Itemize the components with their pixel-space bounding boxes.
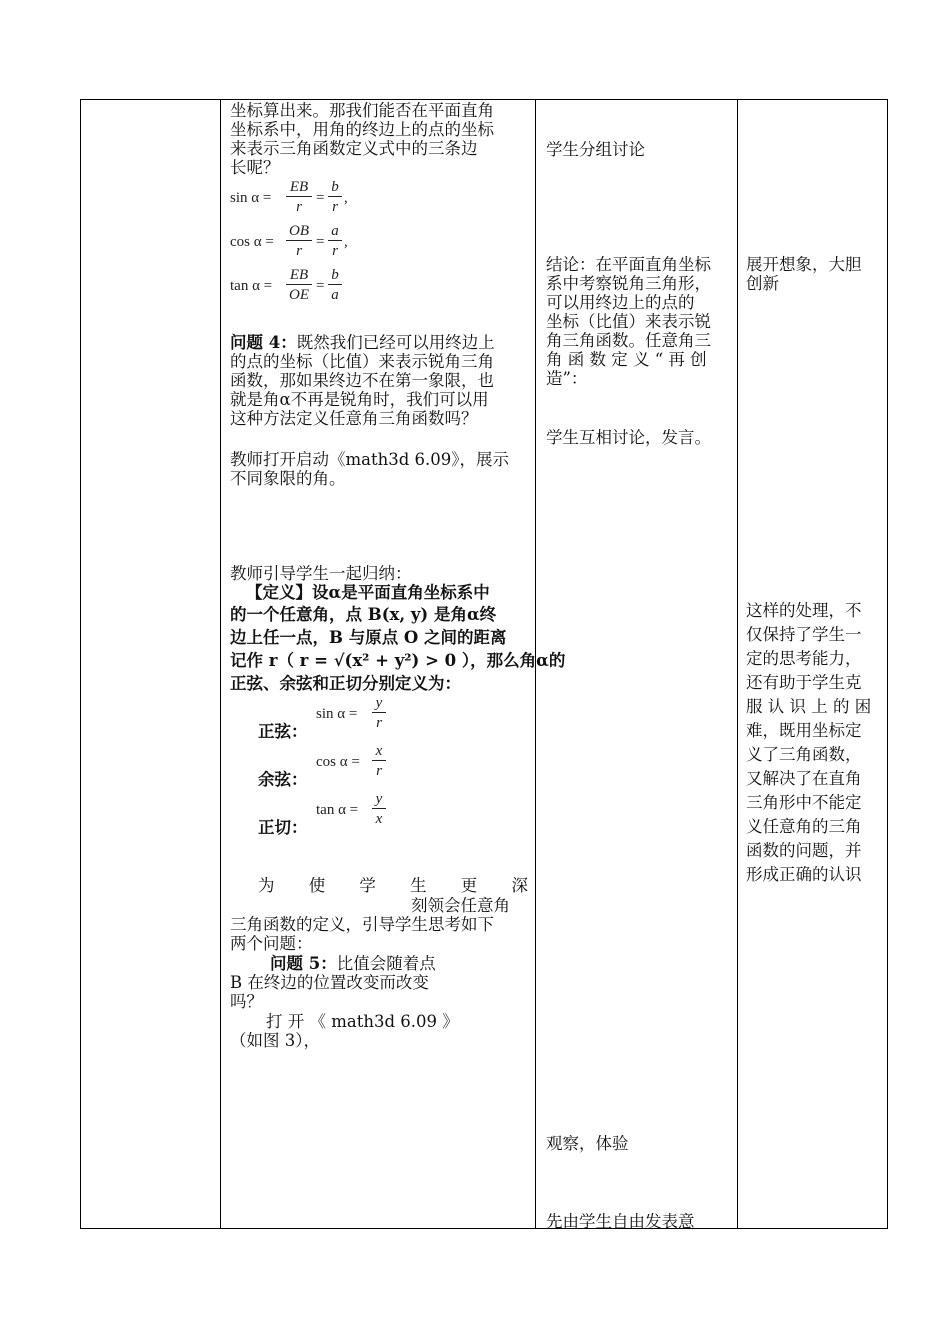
question-5-line: B 在终边的位置改变而改变	[230, 973, 429, 992]
open-software-line: 打 开 《 math3d 6.09 》	[266, 1012, 459, 1031]
frac-numerator: a	[328, 222, 342, 241]
tangent-lhs: tan α =	[316, 802, 359, 818]
frac-numerator: b	[328, 178, 342, 197]
sin-lhs: sin α =	[230, 190, 272, 206]
spread-char: 使	[308, 876, 326, 895]
formula-comma: ,	[344, 190, 348, 206]
frac-numerator: y	[372, 694, 386, 713]
column-divider	[737, 100, 738, 1228]
handling-line: 仅保持了学生一	[746, 625, 862, 644]
conclusion-line: 角三角函数。任意角三	[546, 331, 711, 350]
tan-lhs: tan α =	[230, 278, 273, 294]
tangent-label: 正切：	[258, 818, 308, 837]
deepen-spread-line	[258, 876, 528, 895]
student-observe: 观察，体验	[546, 1134, 629, 1153]
cos-ratio-formula: cos α = $\frac{OB}{r}$ = $\frac{a}{r}$ ,	[230, 223, 348, 259]
question-4-line: 就是角α不再是锐角时，我们可以用	[230, 390, 489, 409]
question-4-label: 问题 4：	[230, 333, 297, 352]
question-5-line: 吗？	[230, 992, 263, 1011]
imagine-line: 创新	[746, 274, 779, 293]
spread-char: 生	[410, 876, 427, 895]
frac-numerator: y	[372, 790, 386, 809]
definition-line: 【定义】设α是平面直角坐标系中	[246, 583, 490, 602]
deepen-line: 刻领会任意角	[411, 896, 510, 915]
handling-line: 还有助于学生克	[746, 673, 862, 692]
frac-numerator: OB	[286, 222, 312, 241]
deepen-line: 三角函数的定义，引导学生思考如下	[230, 915, 494, 934]
question-5-label: 问题 5：	[270, 954, 337, 973]
conclusion-line: 结论：在平面直角坐标	[546, 255, 711, 274]
frac-denominator: r	[332, 199, 338, 215]
handling-line: 函数的问题，并	[746, 841, 862, 860]
definition-line: 正弦、余弦和正切分别定义为：	[230, 674, 461, 693]
student-discuss: 学生分组讨论	[546, 140, 645, 159]
spread-char: 更	[460, 876, 478, 895]
definition-line: 记作 r（ r = √(x² + y²) > 0 ），那么角α的	[230, 651, 566, 670]
teacher-demo-line: 不同象限的角。	[230, 469, 346, 488]
deepen-line: 两个问题：	[230, 934, 313, 953]
handling-line: 又解决了在直角	[746, 769, 862, 788]
question-4-line: 函数，那如果终边不在第一象限，也	[230, 371, 494, 390]
sine-lhs: sin α =	[316, 706, 358, 722]
spread-char: 为	[258, 876, 275, 895]
frac-denominator: OE	[289, 287, 309, 303]
frac-denominator: r	[376, 715, 382, 731]
definition-line: 的一个任意角，点 B(x, y) 是角α终	[230, 605, 497, 624]
question-4-line: 这种方法定义任意角三角函数吗？	[230, 409, 478, 428]
handling-line: 服 认 识 上 的 困	[746, 697, 872, 716]
teacher-demo-line: 教师打开启动《math3d 6.09》，展示	[230, 450, 510, 469]
conclusion-line: 角 函 数 定 义 “ 再 创	[546, 350, 707, 369]
conclusion-line: 造”：	[546, 369, 588, 388]
conclusion-line: 系中考察锐角三角形，	[546, 274, 711, 293]
imagine-line: 展开想象，大胆	[746, 255, 862, 274]
spread-char: 学	[359, 876, 376, 895]
formula-comma: ,	[344, 234, 348, 250]
conclusion-line: 坐标（比值）来表示锐	[546, 312, 711, 331]
question-4-line: 既然我们已经可以用终边上	[296, 333, 495, 352]
tan-ratio-formula: tan α = $\frac{EB}{OE}$ = $\frac{b}{a}$	[230, 266, 370, 312]
cosine-label: 余弦：	[258, 770, 308, 789]
intro-line: 坐标系中，用角的终边上的点的坐标	[230, 120, 494, 139]
column-divider	[220, 100, 221, 1228]
question-4-line: 的点的坐标（比值）来表示锐角三角	[230, 352, 494, 371]
open-software-line: （如图 3），	[230, 1031, 320, 1050]
student-mutual-discuss: 学生互相讨论，发言。	[546, 428, 711, 447]
frac-numerator: x	[372, 742, 386, 761]
sine-label: 正弦：	[258, 722, 308, 741]
handling-line: 这样的处理，不	[746, 601, 862, 620]
handling-line: 难，既用坐标定	[746, 721, 862, 740]
frac-numerator: EB	[286, 178, 312, 197]
sine-definition	[316, 695, 396, 744]
intro-line: 坐标算出来。那我们能否在平面直角	[230, 101, 494, 120]
question-5-line: 比值会随着点	[336, 954, 436, 973]
sin-ratio-formula: sin α = $\frac{EB}{r}$ = $\frac{b}{r}$ ,	[230, 179, 348, 215]
frac-numerator: b	[328, 266, 342, 285]
handling-line: 定的思考能力，	[746, 649, 862, 668]
frac-denominator: r	[332, 243, 338, 259]
cosine-definition	[316, 743, 396, 792]
definition-line: 边上任一点，B 与原点 O 之间的距离	[230, 628, 507, 647]
handling-line: 义了三角函数，	[746, 745, 862, 764]
frac-denominator: x	[375, 811, 383, 827]
conclusion-line: 可以用终边上的点的	[546, 293, 695, 312]
frac-denominator: r	[376, 763, 382, 779]
cosine-lhs: cos α =	[316, 754, 360, 770]
handling-line: 义任意角的三角	[746, 817, 862, 836]
handling-line: 形成正确的认识	[746, 865, 862, 884]
handling-line: 三角形中不能定	[746, 793, 862, 812]
tangent-definition	[316, 791, 396, 840]
frac-denominator: a	[331, 287, 339, 303]
intro-line: 来表示三角函数定义式中的三条边	[230, 139, 478, 158]
cos-lhs: cos α =	[230, 234, 274, 250]
teacher-guide-line: 教师引导学生一起归纳：	[230, 564, 412, 583]
frac-denominator: r	[296, 243, 302, 259]
frac-numerator: EB	[286, 266, 312, 285]
spread-char: 深	[511, 876, 528, 895]
frac-denominator: r	[296, 199, 302, 215]
intro-line: 长呢？	[230, 158, 280, 177]
student-free-speech: 先由学生自由发表意	[546, 1212, 695, 1231]
